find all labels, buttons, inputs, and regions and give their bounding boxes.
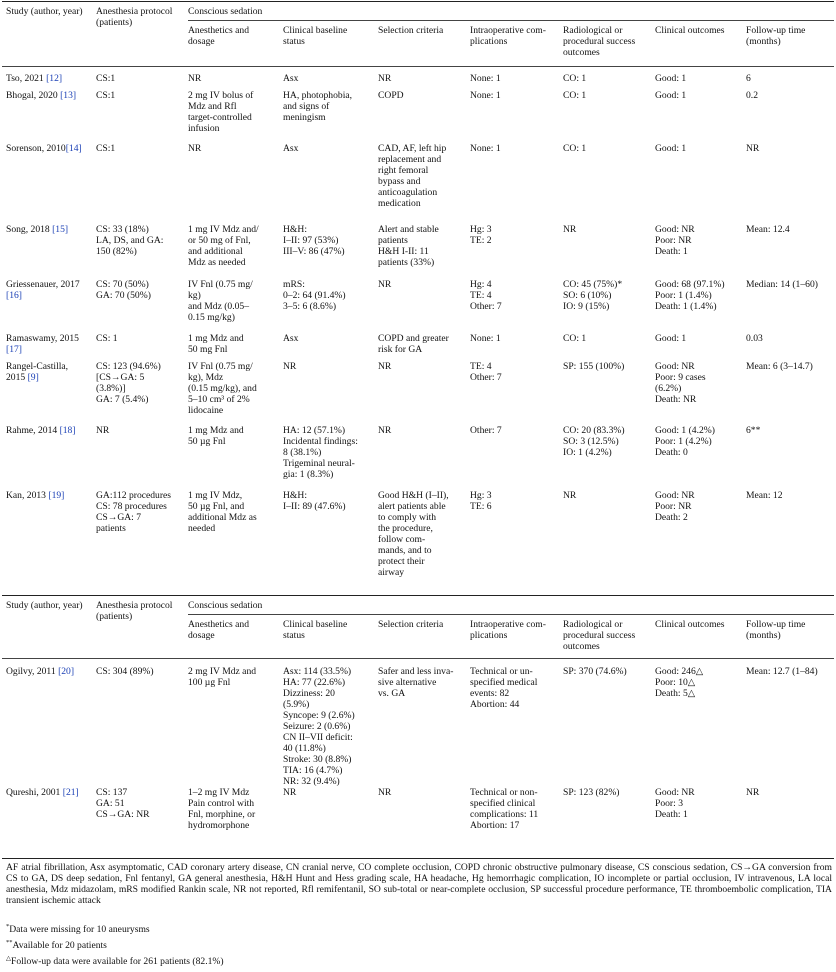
cell-radiological: SP: 370 (74.6%)	[563, 666, 627, 677]
cell-radiological: CO: 1	[563, 143, 587, 154]
cell-radiological: SP: 123 (82%)	[563, 787, 620, 798]
cell-clinical: Good: NR Poor: 9 cases (6.2%) Death: NR	[655, 361, 706, 405]
cell-protocol: CS: 304 (89%)	[96, 666, 154, 677]
header2-radiological: Radiological or procedural success outcomes	[563, 619, 636, 652]
cell-protocol: CS: 1	[96, 333, 118, 344]
study-name: Kan, 2013	[6, 490, 49, 501]
cell-protocol: CS: 123 (94.6%) [CS→GA: 5 (3.8%)] GA: 7 (5.4%)	[96, 361, 161, 405]
cell-baseline: mRS: 0–2: 64 (91.4%) 3–5: 6 (8.6%)	[283, 279, 346, 312]
header2-anesthetics: Anesthetics and dosage	[188, 619, 250, 641]
table2-top-rule	[2, 595, 834, 596]
header-clinical: Clinical outcomes	[655, 25, 725, 36]
footnote-item	[6, 940, 107, 951]
footnote-mark: △	[6, 954, 11, 962]
abbreviations-footnote: AF atrial fibrillation, Asx asymptomatic, CAD coronary artery disease, CN cranial nerve, CO complete occlusion, COPD chronic obstructive pulmonary disease, CS conscious sedation, CS→GA conversion from CS to GA, DS deep sedation, Fnl fentanyl, GA general anesthesia, H&H Hunt and Hess grading scale, HA headache, Hg hemorrhagic complication, IO incomplete or partial occlusion, IV intravenous, LA local anesthesia, Mdz midazolam, mRS modified Rankin scale, NR not reported, Rfl remifentanil, SO sub-total or near-complete occlusion, SP successful procedure performance, TE thromboembolic complication, TIA transient ischemic attack	[6, 862, 832, 906]
cell-protocol: NR	[96, 425, 110, 436]
reference-link[interactable]: [9]	[27, 372, 39, 383]
study-name: Song, 2018	[6, 224, 53, 235]
footnote-text: Data were missing for 10 aneurysms	[9, 924, 150, 935]
cell-clinical: Good: 68 (97.1%) Poor: 1 (1.4%) Death: 1 (1.4%)	[655, 279, 725, 312]
footnote-item	[6, 956, 224, 967]
cell-followup: 6**	[746, 425, 761, 436]
header-study: Study (author, year)	[6, 6, 83, 17]
header2-protocol: Anesthesia protocol (patients)	[96, 600, 173, 622]
reference-link[interactable]: [14]	[65, 143, 82, 154]
study-name: Sorenson, 2010	[6, 143, 66, 154]
cell-intraop: Technical or un- specified medical events: 82 Abortion: 44	[470, 666, 538, 710]
cell-clinical: Good: 1	[655, 333, 687, 344]
cell-intraop: TE: 4 Other: 7	[470, 361, 502, 383]
reference-link[interactable]: [18]	[59, 425, 76, 436]
cell-clinical: Good: NR Poor: NR Death: 2	[655, 490, 695, 523]
cell-followup: NR	[746, 143, 760, 154]
header-bottom-rule	[2, 66, 834, 67]
cell-followup: Mean: 12.4	[746, 224, 790, 235]
study-name: Rahme, 2014	[6, 425, 60, 436]
study-name: Tso, 2021	[6, 73, 47, 84]
cell-study	[6, 333, 79, 355]
cell-radiological: CO: 1	[563, 333, 587, 344]
cell-baseline: H&H: I–II: 97 (53%) III–V: 86 (47%)	[283, 224, 345, 257]
cell-selection: NR	[378, 361, 392, 372]
cell-study	[6, 143, 82, 154]
cell-followup: Mean: 12.7 (1–84)	[746, 666, 818, 677]
cell-selection: NR	[378, 73, 392, 84]
cell-followup: Mean: 12	[746, 490, 783, 501]
cell-intraop: None: 1	[470, 73, 501, 84]
cell-followup: Mean: 6 (3–14.7)	[746, 361, 813, 372]
cell-protocol: CS: 70 (50%) GA: 70 (50%)	[96, 279, 151, 301]
header2-sub-rule	[188, 614, 834, 615]
cell-selection: Alert and stable patients H&H I-II: 11 patients (33%)	[378, 224, 439, 268]
header-intraop: Intraoperative com- plications	[470, 25, 546, 47]
cell-intraop: Other: 7	[470, 425, 502, 436]
study-name: Griessenauer, 2017	[6, 279, 80, 290]
header2-followup: Follow-up time (months)	[746, 619, 806, 641]
cell-anesthetics: 2 mg IV Mdz and 100 µg Fnl	[188, 666, 257, 688]
reference-link[interactable]: [15]	[52, 224, 69, 235]
reference-link[interactable]: [19]	[48, 490, 65, 501]
cell-baseline: NR	[283, 787, 297, 798]
cell-followup: 0.2	[746, 90, 758, 101]
cell-radiological: CO: 45 (75%)* SO: 6 (10%) IO: 9 (15%)	[563, 279, 623, 312]
header-baseline: Clinical baseline status	[283, 25, 348, 47]
cell-selection: NR	[378, 425, 392, 436]
study-name: Ramaswamy, 2015	[6, 333, 79, 344]
cell-selection: NR	[378, 279, 392, 290]
header2-bottom-rule	[2, 658, 834, 659]
cell-radiological: SP: 155 (100%)	[563, 361, 625, 372]
header2-conscious-sedation: Conscious sedation	[188, 600, 263, 611]
header2-intraop: Intraoperative com- plications	[470, 619, 546, 641]
header-selection: Selection criteria	[378, 25, 444, 36]
cell-followup: NR	[746, 787, 760, 798]
footnote-item	[6, 924, 150, 935]
header-conscious-sedation: Conscious sedation	[188, 6, 263, 17]
cell-anesthetics: 1–2 mg IV Mdz Pain control with Fnl, morphine, or hydromorphone	[188, 787, 256, 831]
cell-baseline: HA, photophobia, and signs of meningism	[283, 90, 353, 123]
footnote-mark: **	[6, 938, 13, 946]
cell-clinical: Good: 1	[655, 90, 687, 101]
cell-study	[6, 490, 64, 501]
cell-intraop: Hg: 3 TE: 6	[470, 490, 492, 512]
cell-study	[6, 73, 62, 84]
cell-anesthetics: IV Fnl (0.75 mg/ kg) and Mdz (0.05– 0.15 mg/kg)	[188, 279, 253, 323]
cell-anesthetics: 2 mg IV bolus of Mdz and Rfl target-controlled infusion	[188, 90, 254, 134]
cell-clinical: Good: 1	[655, 73, 687, 84]
cell-selection: Safer and less inva- sive alternative vs. GA	[378, 666, 454, 699]
cell-followup: 6	[746, 73, 751, 84]
header-followup: Follow-up time (months)	[746, 25, 806, 47]
header2-study: Study (author, year)	[6, 600, 83, 611]
header-anesthetics: Anesthetics and dosage	[188, 25, 250, 47]
cell-radiological: NR	[563, 224, 577, 235]
header2-clinical: Clinical outcomes	[655, 619, 725, 630]
reference-link[interactable]: [16]	[6, 290, 22, 301]
cell-study	[6, 425, 76, 436]
cell-radiological: CO: 1	[563, 90, 587, 101]
cell-selection: COPD and greater risk for GA	[378, 333, 449, 355]
cell-radiological: CO: 1	[563, 73, 587, 84]
study-name-continued: 2015	[6, 372, 28, 383]
cell-anesthetics: 1 mg IV Mdz, 50 µg Fnl, and additional Mdz as needed	[188, 490, 257, 534]
cell-baseline: Asx	[283, 333, 299, 344]
cell-intraop: None: 1	[470, 143, 501, 154]
footnote-text: Follow-up data were available for 261 patients (82.1%)	[11, 956, 224, 967]
header2-selection: Selection criteria	[378, 619, 444, 630]
header-protocol: Anesthesia protocol (patients)	[96, 6, 173, 28]
cell-study	[6, 787, 79, 798]
cell-clinical: Good: 1	[655, 143, 687, 154]
cell-intraop: Hg: 3 TE: 2	[470, 224, 492, 246]
header-radiological: Radiological or procedural success outcomes	[563, 25, 636, 58]
cell-protocol: CS:1	[96, 90, 116, 101]
cell-clinical: Good: NR Poor: 3 Death: 1	[655, 787, 695, 820]
cell-study	[6, 90, 76, 101]
cell-anesthetics: IV Fnl (0.75 mg/ kg), Mdz (0.15 mg/kg), and 5–10 cm³ of 2% lidocaine	[188, 361, 257, 416]
cell-baseline: Asx	[283, 143, 299, 154]
cell-selection: COPD	[378, 90, 404, 101]
footnote-text: Available for 20 patients	[12, 940, 107, 951]
cell-clinical: Good: 246△ Poor: 10△ Death: 5△	[655, 666, 704, 699]
cell-followup: Median: 14 (1–60)	[746, 279, 818, 290]
cell-intraop: Technical or non- specified clinical complications: 11 Abortion: 17	[470, 787, 539, 831]
table-top-rule	[2, 1, 834, 2]
study-name: Rangel-Castilla,	[6, 361, 69, 372]
cell-study	[6, 224, 68, 235]
cell-study	[6, 279, 80, 301]
cell-anesthetics: 1 mg IV Mdz and/ or 50 mg of Fnl, and additional Mdz as needed	[188, 224, 259, 268]
reference-link[interactable]: [17]	[6, 344, 22, 355]
cell-study	[6, 666, 74, 677]
reference-link[interactable]: [12]	[46, 73, 63, 84]
cell-radiological: CO: 20 (83.3%) SO: 3 (12.5%) IO: 1 (4.2%)	[563, 425, 625, 458]
cell-intraop: None: 1	[470, 333, 501, 344]
cell-baseline: HA: 12 (57.1%) Incidental findings: 8 (38.1%) Trigeminal neural- gia: 1 (8.3%)	[283, 425, 358, 480]
header-sub-rule	[188, 20, 834, 21]
cell-baseline: Asx: 114 (33.5%) HA: 77 (22.6%) Dizziness: 20 (5.9%) Syncope: 9 (2.6%) Seizure: 2 (0.6%) CN II–VII deficit: 40 (11.8%) Stroke: 30 (8.8%) TIA: 16 (4.7%) NR: 32 (9.4%)	[283, 666, 355, 787]
cell-baseline: Asx	[283, 73, 299, 84]
header2-baseline: Clinical baseline status	[283, 619, 348, 641]
study-name: Qureshi, 2001	[6, 787, 63, 798]
cell-anesthetics: NR	[188, 143, 202, 154]
cell-clinical: Good: NR Poor: NR Death: 1	[655, 224, 695, 257]
footnote-mark: *	[6, 922, 10, 930]
table-bottom-rule	[2, 858, 834, 859]
cell-selection: CAD, AF, left hip replacement and right femoral bypass and anticoagulation medication	[378, 143, 447, 209]
study-name: Bhogal, 2020	[6, 90, 61, 101]
cell-clinical: Good: 1 (4.2%) Poor: 1 (4.2%) Death: 0	[655, 425, 715, 458]
study-name: Ogilvy, 2011	[6, 666, 59, 677]
cell-selection: Good H&H (I–II), alert patients able to comply with the procedure, follow com- mands, and to protect their airway	[378, 490, 449, 578]
cell-study	[6, 361, 68, 383]
cell-anesthetics: 1 mg Mdz and 50 µg Fnl	[188, 425, 244, 447]
reference-link[interactable]: [20]	[58, 666, 75, 677]
cell-protocol: CS:1	[96, 73, 116, 84]
cell-intraop: None: 1	[470, 90, 501, 101]
reference-link[interactable]: [21]	[62, 787, 79, 798]
cell-baseline: NR	[283, 361, 297, 372]
cell-protocol: GA:112 procedures CS: 78 procedures CS→GA: 7 patients	[96, 490, 172, 534]
cell-protocol: CS: 137 GA: 51 CS→GA: NR	[96, 787, 150, 820]
cell-followup: 0.03	[746, 333, 763, 344]
cell-anesthetics: NR	[188, 73, 202, 84]
cell-anesthetics: 1 mg Mdz and 50 mg Fnl	[188, 333, 244, 355]
cell-selection: NR	[378, 787, 392, 798]
cell-protocol: CS:1	[96, 143, 116, 154]
cell-baseline: H&H: I–II: 89 (47.6%)	[283, 490, 346, 512]
cell-intraop: Hg: 4 TE: 4 Other: 7	[470, 279, 502, 312]
cell-protocol: CS: 33 (18%) LA, DS, and GA: 150 (82%)	[96, 224, 164, 257]
cell-radiological: NR	[563, 490, 577, 501]
reference-link[interactable]: [13]	[60, 90, 77, 101]
